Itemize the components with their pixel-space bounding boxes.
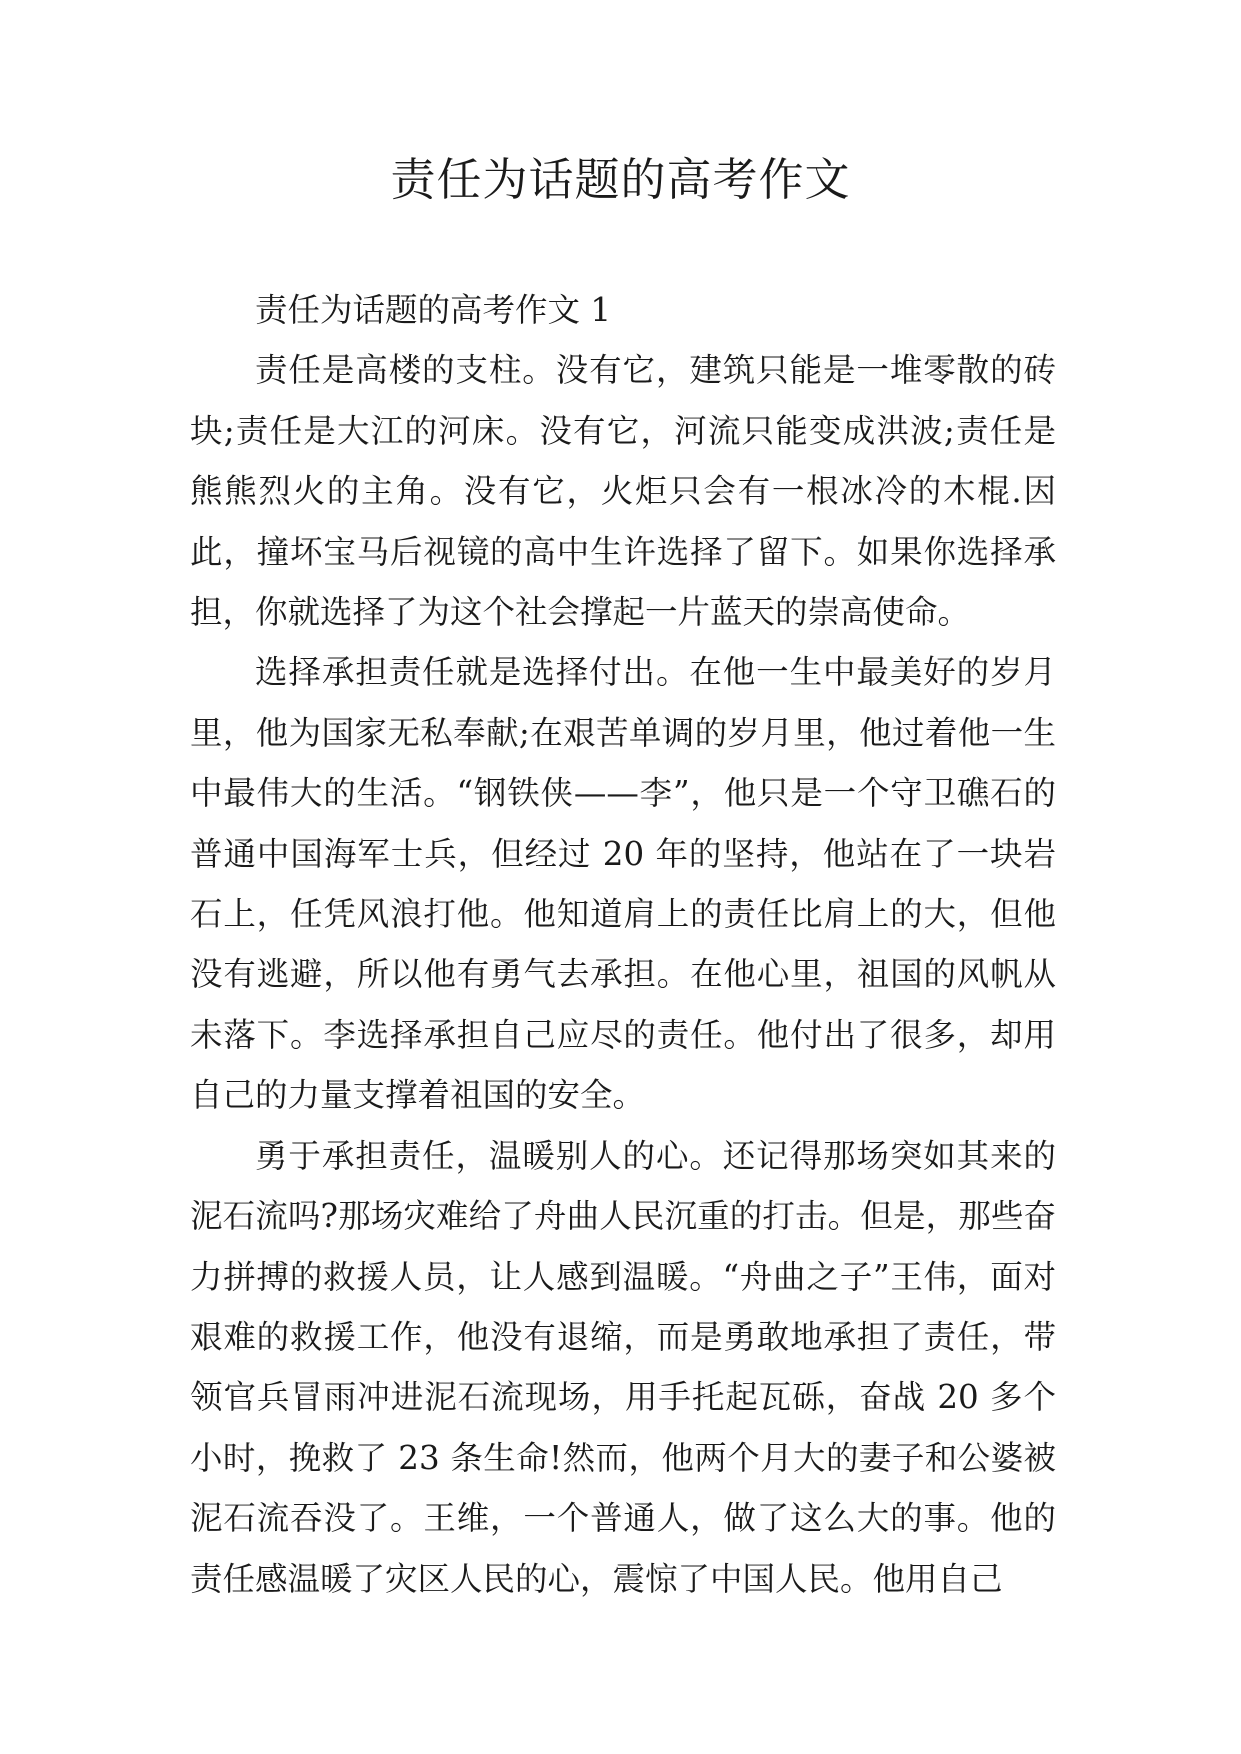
paragraph-1: 责任是高楼的支柱。没有它，建筑只能是一堆零散的砖块;责任是大江的河床。没有它，河流只能变成洪波;责任是熊熊烈火的主角。没有它，火炬只会有一根冰冷的木棍.因此，撞坏宝马后视镜的高中生许选择了留下。如果你选择承担，你就选择了为这个社会撑起一片蓝天的崇高使命。 [190, 351, 1056, 632]
document-title: 责任为话题的高考作文 [390, 153, 851, 206]
paragraph-3: 勇于承担责任，温暖别人的心。还记得那场突如其来的泥石流吗?那场灾难给了舟曲人民沉重的打击。但是，那些奋力拼搏的救援人员，让人感到温暖。“舟曲之子”王伟，面对艰难的救援工作，他没有退缩，而是勇敢地承担了责任，带领官兵冒雨冲进泥石流现场，用手托起瓦砾，奋战 20 多个小时，挽救了 23 条生命!然而，他两个月大的妻子和公婆被泥石流吞没了。王维，一个普通人，做了这么大的事。他的责任感温暖了灾区人民的心，震惊了中国人民。他用自己 [190, 1136, 1056, 1598]
document-body [190, 280, 1056, 1609]
paragraph-2: 选择承担责任就是选择付出。在他一生中最美好的岁月里，他为国家无私奉献;在艰苦单调的岁月里，他过着他一生中最伟大的生活。“钢铁侠——李”，他只是一个守卫礁石的普通中国海军士兵，但经过 20 年的坚持，他站在了一块岩石上，任凭风浪打他。他知道肩上的责任比肩上的大，但他没有逃避，所以他有勇气去承担。在他心里，祖国的风帆从未落下。李选择承担自己应尽的责任。他付出了很多，却用自己的力量支撑着祖国的安全。 [190, 653, 1056, 1115]
essay-subtitle: 责任为话题的高考作文 1 [255, 291, 612, 329]
